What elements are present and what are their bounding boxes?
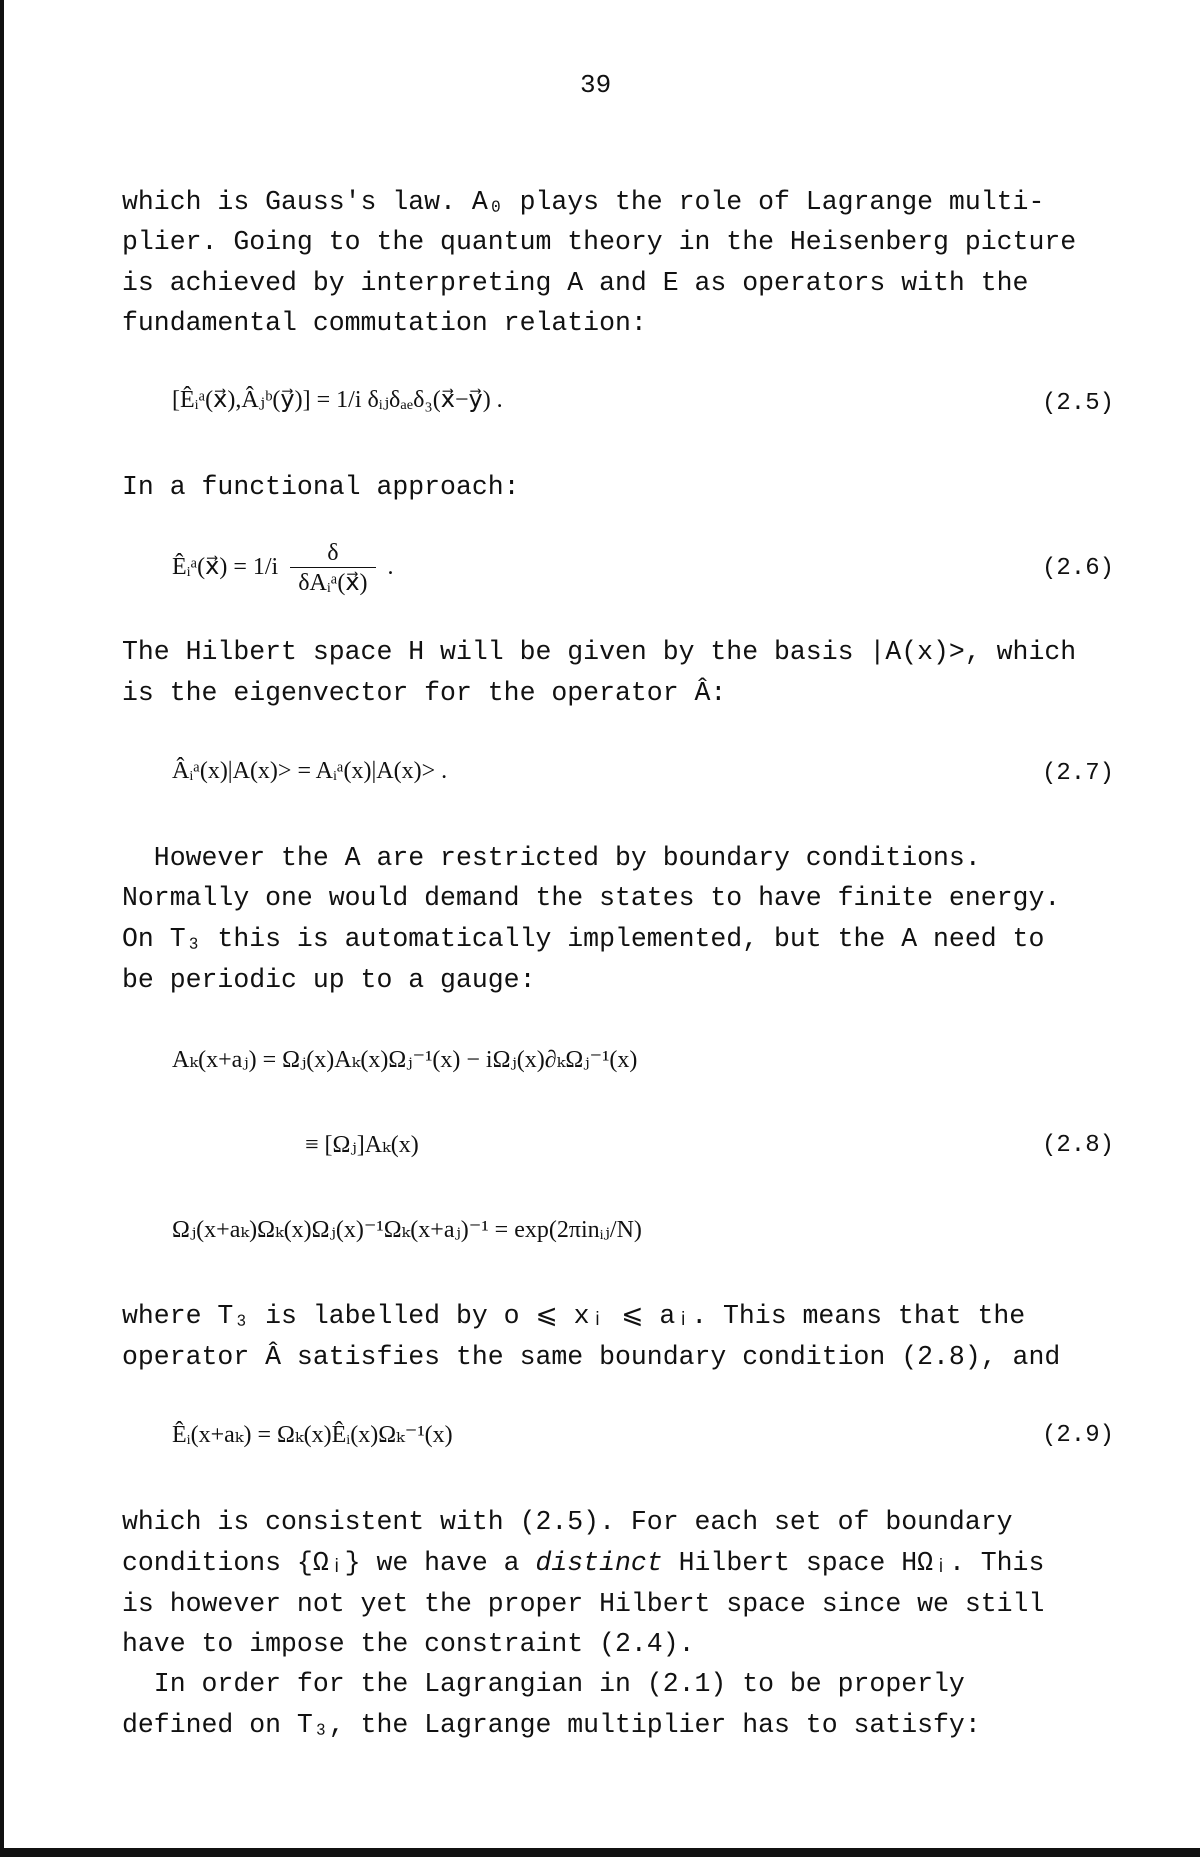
equation-number-2-8: (2.8) [1042,1132,1115,1159]
paragraph-5-line-2: operator Â satisfies the same boundary condition (2.8), and [122,1342,1061,1372]
page-number: 39 [580,70,612,100]
scan-edge-bottom [0,1848,1200,1857]
fraction-denominator: δAᵢᵃ(x⃗) [298,570,368,596]
equation-2-5 [172,385,503,414]
paragraph-5-line-1: where T₃ is labelled by o ⩽ xᵢ ⩽ aᵢ. This means that the [122,1301,1026,1331]
equation-2-7: Âᵢᵃ(x)|A(x)> = Aᵢᵃ(x)|A(x)> . [172,758,448,784]
equation-2-6-fraction [290,540,375,597]
paragraph-4-line-1: However the A are restricted by boundary conditions. [122,843,981,873]
paragraph-6-line-2-a: conditions {Ωᵢ} we have a [122,1548,536,1578]
equation-2-8-line-2: ≡ [Ωⱼ]Aₖ(x) [305,1132,419,1158]
emphasis-distinct: distinct [535,1548,663,1578]
equation-2-8-line-3: Ωⱼ(x+aₖ)Ωₖ(x)Ωⱼ(x)⁻¹Ωₖ(x+aⱼ)⁻¹ = exp(2πinᵢⱼ/N) [172,1217,642,1243]
equation-2-6-lhs: Êᵢᵃ(x⃗) [172,554,228,581]
equation-2-5-lhs: [Êᵢᵃ(x⃗),Âⱼᵇ(y⃗)] [172,387,311,413]
scan-edge-left [0,0,4,1857]
equation-2-5-rhs: = 1/i δᵢⱼδₐₑδ₃(x⃗−y⃗) . [316,387,503,413]
paragraph-6-line-4: have to impose the constraint (2.4). [122,1629,695,1659]
paragraph-1-line-3: is achieved by interpreting A and E as operators with the [122,268,1029,298]
equation-number-2-5: (2.5) [1042,390,1115,417]
paragraph-3-line-1: The Hilbert space H will be given by the basis |A(x)>, which [122,637,1077,667]
equation-number-2-6: (2.6) [1042,555,1115,582]
paragraph-1-line-4: fundamental commutation relation: [122,308,647,338]
paragraph-1-line-1: which is Gauss's law. A₀ plays the role of Lagrange multi- [122,187,1045,217]
paragraph-4-line-2: Normally one would demand the states to have finite energy. [122,883,1061,913]
fraction-numerator: δ [290,540,375,568]
paragraph-4-line-4: be periodic up to a gauge: [122,965,536,995]
equation-2-6: Êᵢᵃ(x⃗) = 1/i $\frac{\delta}{\text{δAᵢᵃ(x⃗)}}$ . [172,540,394,596]
equation-2-8-line-1: Aₖ(x+aⱼ) = Ωⱼ(x)Aₖ(x)Ωⱼ⁻¹(x) − iΩⱼ(x)∂ₖΩⱼ⁻¹(x) [172,1047,638,1073]
paragraph-6-line-2 [122,1543,1044,1584]
paragraph-6-line-1: which is consistent with (2.5). For each set of boundary [122,1507,1013,1537]
paragraph-1-line-2: plier. Going to the quantum theory in the Heisenberg picture [122,227,1077,257]
paragraph-4-line-3: On T₃ this is automatically implemented, but the A need to [122,924,1045,954]
paragraph-7-line-1: In order for the Lagrangian in (2.1) to be properly [122,1669,965,1699]
paragraph-6-line-2-b: Hilbert space HΩᵢ. This [662,1548,1045,1578]
paragraph-7-line-2: defined on T₃, the Lagrange multiplier has to satisfy: [122,1710,981,1740]
equation-number-2-9: (2.9) [1042,1422,1115,1449]
equation-2-9: Êᵢ(x+aₖ) = Ωₖ(x)Êᵢ(x)Ωₖ⁻¹(x) [172,1422,453,1448]
paragraph-2: In a functional approach: [122,472,520,502]
paragraph-6-line-3: is however not yet the proper Hilbert space since we still [122,1589,1045,1619]
equation-number-2-7: (2.7) [1042,760,1115,787]
paragraph-3-line-2: is the eigenvector for the operator Â: [122,678,727,708]
